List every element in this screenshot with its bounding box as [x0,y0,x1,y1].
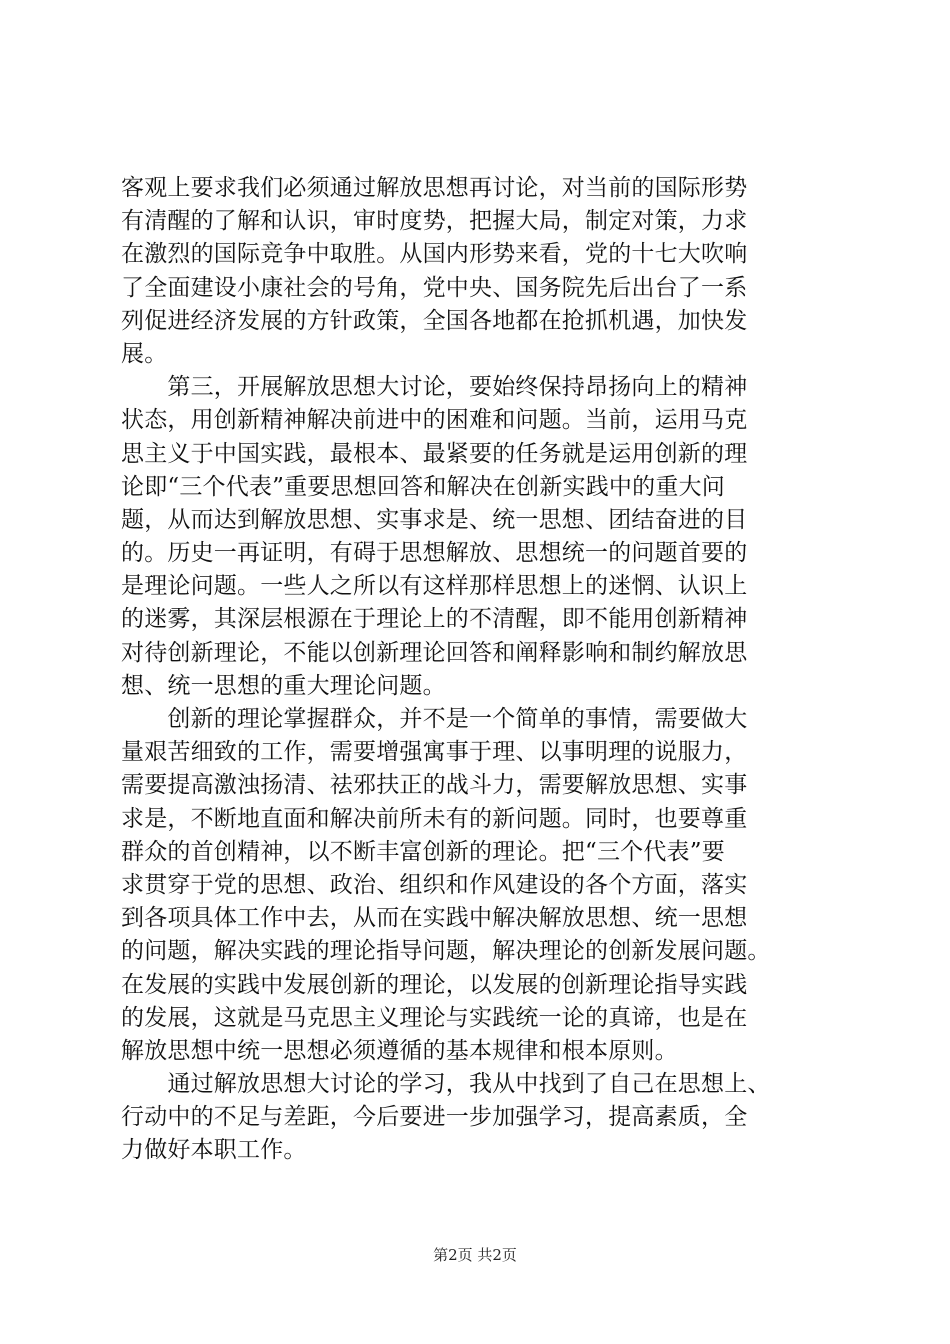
text-line: 量艰苦细致的工作，需要增强寓事于理、以事明理的说服力， [121,739,748,766]
text-line: 状态，用创新精神解决前进中的困难和问题。当前，运用马克 [121,407,748,434]
text-line: 列促进经济发展的方针政策，全国各地都在抢抓机遇，加快发 [121,307,748,334]
text-line: 行动中的不足与差距，今后要进一步加强学习，提高素质，全 [121,1104,748,1131]
page-footer: 第2页 共2页 [433,1246,517,1264]
text-line: 题，从而达到解放思想、实事求是、统一思想、团结奋进的目 [121,506,748,533]
body-text [121,172,841,1168]
text-line: 客观上要求我们必须通过解放思想再讨论，对当前的国际形势 [121,175,748,201]
text-line: 创新的理论掌握群众，并不是一个简单的事情，需要做大 [121,706,748,732]
text-line: 论即“三个代表”重要思想回答和解决在创新实践中的重大问 [121,473,725,500]
text-line: 在发展的实践中发展创新的理论，以发展的创新理论指导实践 [121,971,748,998]
text-line: 对待创新理论，不能以创新理论回答和阐释影响和制约解放思 [121,639,748,666]
text-line: 第三，开展解放思想大讨论，要始终保持昂扬向上的精神 [121,374,748,401]
text-line: 通过解放思想大讨论的学习，我从中找到了自己在思想上、 [121,1071,771,1098]
text-line: 的问题，解决实践的理论指导问题，解决理论的创新发展问题。 [121,938,771,965]
text-line: 思主义于中国实践，最根本、最紧要的任务就是运用创新的理 [121,440,748,467]
text-line: 了全面建设小康社会的号角，党中央、国务院先后出台了一系 [121,274,748,301]
text-line: 群众的首创精神，以不断丰富创新的理论。把“三个代表”要 [121,838,725,865]
text-line: 的。历史一再证明，有碍于思想解放、思想统一的问题首要的 [121,540,748,567]
text-line: 力做好本职工作。 [121,1137,307,1164]
text-line: 需要提高激浊扬清、祛邪扶正的战斗力，需要解放思想、实事 [121,772,748,799]
text-line: 求是，不断地直面和解决前所未有的新问题。同时，也要尊重 [121,805,748,832]
text-line: 在激烈的国际竞争中取胜。从国内形势来看，党的十七大吹响 [121,241,748,268]
text-line: 到各项具体工作中去，从而在实践中解决解放思想、统一思想 [121,905,748,932]
text-line: 解放思想中统一思想必须遵循的基本规律和根本原则。 [121,1037,678,1064]
text-line: 想、统一思想的重大理论问题。 [121,672,446,699]
text-line: 有清醒的了解和认识，审时度势，把握大局，制定对策，力求 [121,208,748,235]
text-line: 的迷雾，其深层根源在于理论上的不清醒，即不能用创新精神 [121,606,748,633]
text-line: 求贯穿于党的思想、政治、组织和作风建设的各个方面，落实 [121,871,748,898]
text-line: 展。 [121,340,168,367]
text-line: 是理论问题。一些人之所以有这样那样思想上的迷惘、认识上 [121,573,748,600]
text-line: 的发展，这就是马克思主义理论与实践统一论的真谛，也是在 [121,1004,748,1031]
